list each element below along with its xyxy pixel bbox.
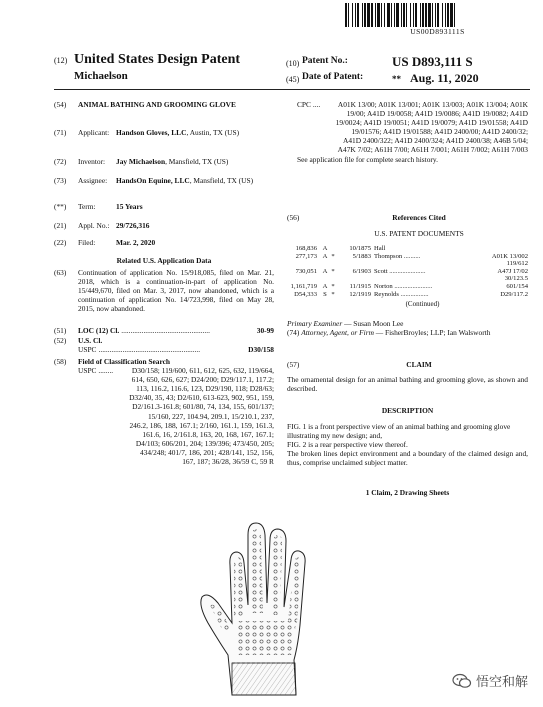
claims-count: 1 Claim, 2 Drawing Sheets (365, 488, 450, 497)
claim-heading: CLAIM (406, 360, 432, 369)
code-45: (45) (286, 75, 300, 84)
reference-row: 30/123.5 (504, 275, 528, 283)
reference-row: D54,333 S * 12/1919 Reynolds ................. D29/117.2 (294, 290, 528, 298)
search-classes: D30/158; 119/600, 611, 612, 625, 632, 119/664, 614, 650, 626, 627; D24/200; D29/117.1, 117.2; 113, 116.2, 116.6, 123, D29/190, 118; D28/63; D32/40, 35, 43; D2/610, 613-623, 902, 951, 159, D2/161.3-161.8; 601/80, 74, 134, 155, 601/137; 15/160, 227, 104.94, 209.1, 15/210.1, 237, 246.2, 186, 188, 167.1; 2/160, 161.1, 159, 161.3, 161.6, 16, 2/161.8, 163, 20, 168, 167, 167.1; D4/103; 606/201, 204; 139/396; 473/450, 205; 434/248; 401/7, 186, 201; 428/141, 152, 156, 167, 187; 36/28, 36/59 C, 59 R (129, 366, 274, 467)
document-title: United States Design Patent (74, 52, 241, 67)
reference-row: 277,173 A * 5/1883 Thompson .......... A01K 13/002 (295, 252, 528, 260)
date-stars: ** (392, 74, 401, 84)
date-label: Date of Patent: (302, 72, 364, 82)
claim-text: The ornamental design for an animal bathing and grooming glove, as shown and described. (287, 375, 528, 394)
references-continued: (Continued) (405, 300, 440, 308)
code-10: (10) (286, 59, 300, 68)
barcode-bar (455, 3, 457, 27)
invention-title: ANIMAL BATHING AND GROOMING GLOVE (78, 100, 236, 109)
related-data-heading: Related U.S. Application Data (116, 256, 212, 265)
patent-no-label: Patent No.: (302, 56, 348, 66)
cpc-classes: A01K 13/00; A01K 13/001; A01K 13/003; A01K 13/004; A01K 19/00; A41D 19/0058; A41D 19/0086; A41D 19/0082; A41D 19/0024; A41D 19/0051; A41D 19/0079; A41D 19/01558; A41D 19/01576; A41D 19/01588; A41D 2400/00; A41D 2400/32; A41D 2400/322; A41D 2400/324; A41D 2400/38; A46B 5/04; A47K 7/02; A61H 7/00; A61H 7/001; A61H 7/002; A61H 7/003 (335, 100, 528, 155)
wechat-icon (452, 673, 472, 689)
date-of-patent: Aug. 11, 2020 (410, 71, 479, 85)
header-rule (54, 89, 530, 90)
description-heading: DESCRIPTION (381, 406, 434, 415)
primary-examiner: Primary Examiner — Susan Moon Lee (287, 319, 404, 328)
references-heading: References Cited (392, 213, 446, 222)
reference-row: 119/612 (506, 260, 528, 268)
watermark-text: 悟空和解 (476, 675, 529, 690)
references-table (287, 245, 528, 298)
code-12: (12) (54, 56, 68, 65)
references-code: (56) (287, 213, 300, 222)
watermark (452, 671, 528, 690)
patent-number: US D893,111 S (392, 54, 473, 69)
reference-row: 168,836 A 10/1875 Hall (295, 245, 386, 252)
attorney: (74) Attorney, Agent, or Firm — FisherBroyles; LLP; Ian Walsworth (287, 328, 491, 337)
inventor-surname: Michaelson (74, 70, 128, 82)
reference-row: 730,051 A * 6/1903 Scott ...................... A47J 17/02 (295, 267, 528, 275)
cpc-block: CPC .... A01K 13/00; A01K 13/001; A01K 13/003; A01K 13/004; A01K 19/00; A41D 19/0058; A41D 19/0086; A41D 19/0082; A41D 19/0024; A41D 19/0051; A41D 19/0079; A41D 19/01558; A41D 19/01576; A41D 19/01588; A41D 2400/00; A41D 2400/32; A41D 2400/322; A41D 2400/324; A41D 2400/38; A46B 5/04; A47K 7/02; A61H 7/00; A61H 7/001; A61H 7/002; A61H 7/003 See application file for complete search history. (287, 100, 528, 164)
reference-row: 1,161,719 A * 11/1915 Norton ....................... 601/154 (290, 282, 528, 290)
see-application-file: See application file for complete search history. (297, 154, 438, 164)
description-body: FIG. 1 is a front perspective view of an animal bathing and grooming glove illustrating my new design; and, FIG. 2 is a rear perspective view thereof. The broken lines depict environment and a boundary of the claimed design and, thus, comprise unclaimed subject matter. (287, 422, 528, 468)
glove-drawing (188, 505, 348, 705)
us-patent-documents-heading: U.S. PATENT DOCUMENTS (374, 229, 464, 238)
claim-code: (57) (287, 360, 300, 369)
barcode-number: US00D893111S (410, 27, 465, 36)
barcode (345, 3, 530, 27)
